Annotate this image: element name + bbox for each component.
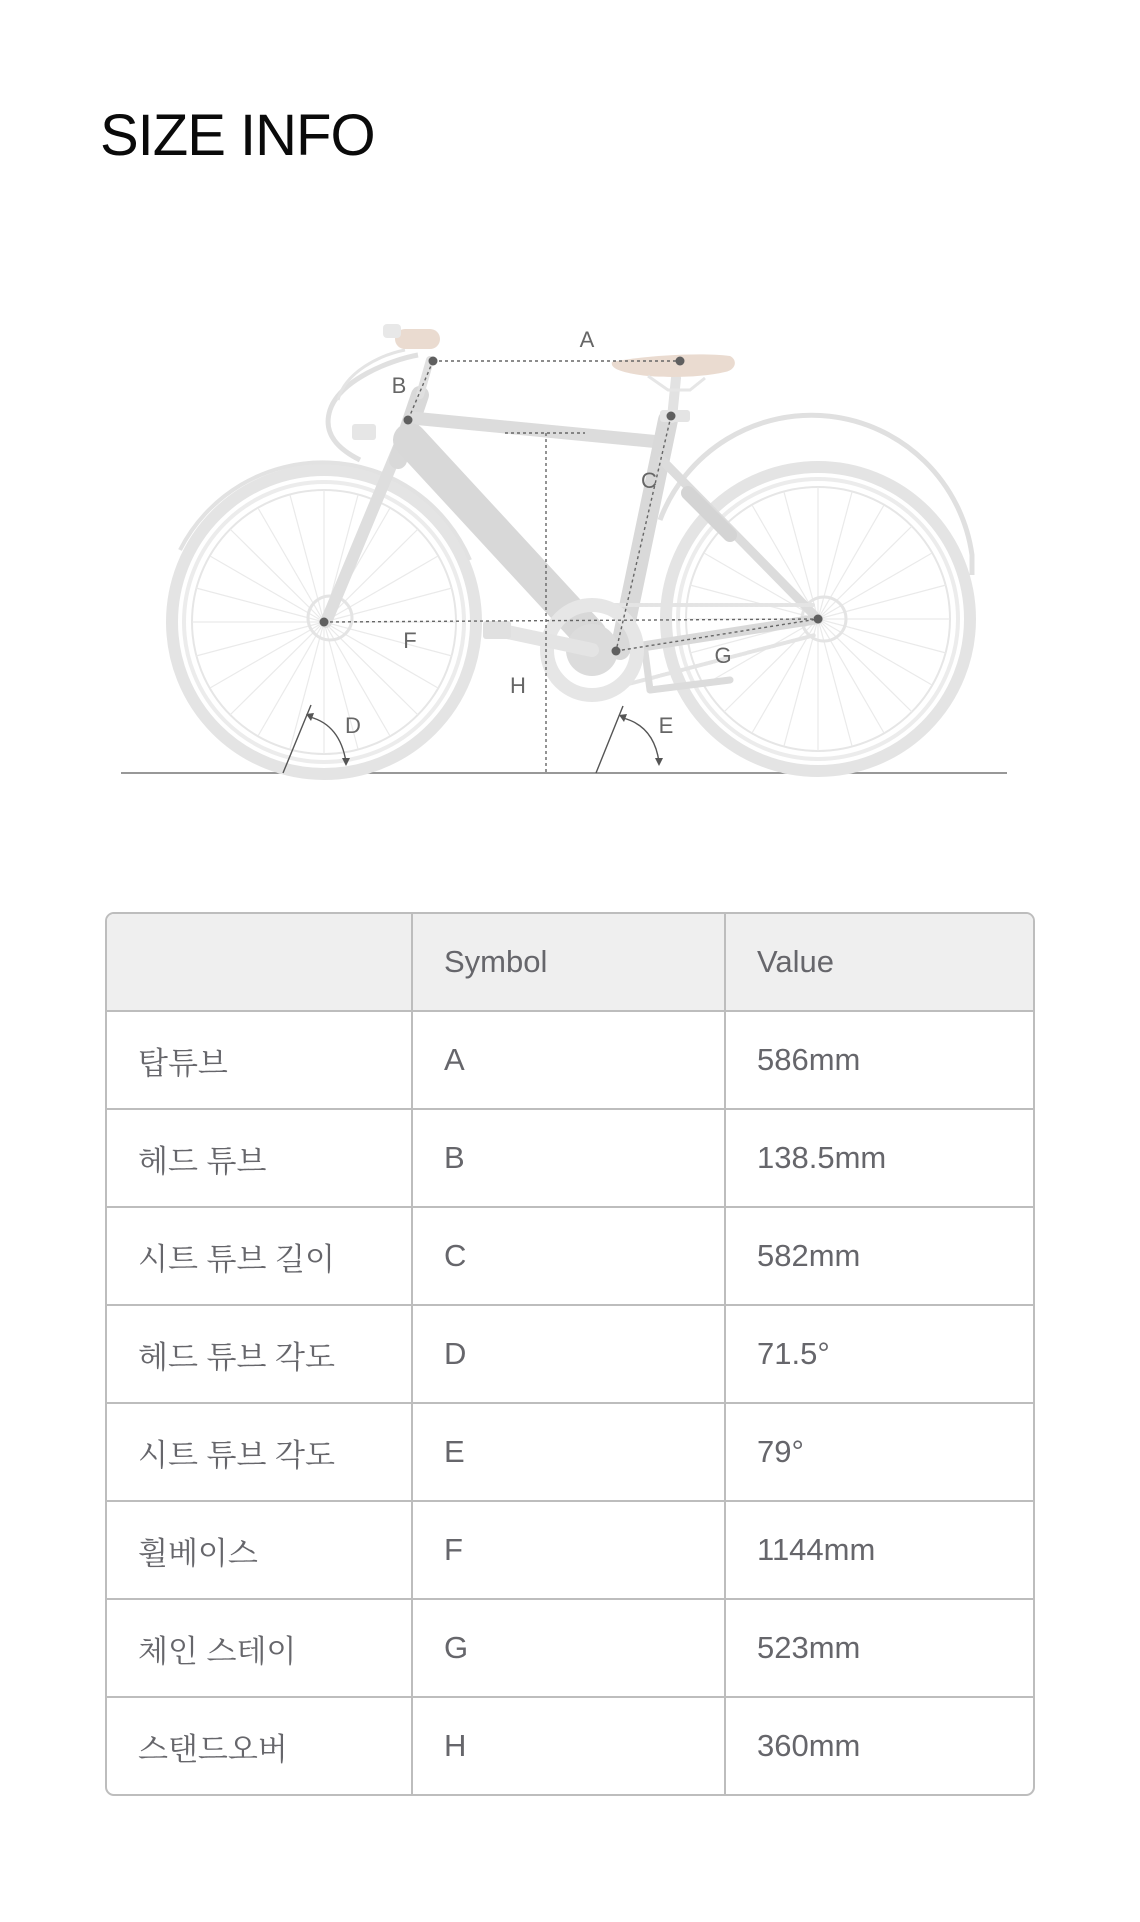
symbol-cell: B <box>413 1110 726 1208</box>
label-H: H <box>510 673 526 698</box>
label-D: D <box>345 713 361 738</box>
table-row <box>107 1502 1033 1600</box>
header-value: Value <box>726 914 1033 1012</box>
symbol-cell: F <box>413 1502 726 1600</box>
table-row <box>107 1306 1033 1404</box>
label-F: F <box>403 628 417 653</box>
value-cell: 360mm <box>757 1728 861 1763</box>
label-G: G <box>714 643 732 668</box>
measurement-lines <box>324 361 818 773</box>
page-title: SIZE INFO <box>100 103 375 168</box>
part-cell: 헤드 튜브 각도 <box>107 1306 413 1404</box>
bike-geometry-diagram <box>0 300 1140 800</box>
value-cell: 71.5° <box>726 1306 1033 1404</box>
table-row <box>107 1208 1033 1306</box>
value-cell: 1144mm <box>726 1502 1033 1600</box>
part-cell: 시트 튜브 길이 <box>107 1208 413 1306</box>
label-A: A <box>579 327 595 352</box>
header-symbol: Symbol <box>413 914 726 1012</box>
value-cell: 79° <box>726 1404 1033 1502</box>
label-C: C <box>641 468 657 493</box>
part-cell: 헤드 튜브 <box>107 1110 413 1208</box>
table-header-row <box>107 914 1033 1012</box>
symbol-cell: G <box>413 1600 726 1698</box>
table-row <box>107 1404 1033 1502</box>
table-row <box>107 1012 1033 1110</box>
table-row <box>107 1600 1033 1698</box>
label-B: B <box>391 373 407 398</box>
symbol-cell: A <box>413 1012 726 1110</box>
part-cell: 탑튜브 <box>107 1012 413 1110</box>
symbol-cell: D <box>413 1306 726 1404</box>
symbol-cell: H <box>413 1698 726 1794</box>
part-cell: 체인 스테이 <box>107 1600 413 1698</box>
part-cell: 휠베이스 <box>107 1502 413 1600</box>
symbol-cell: C <box>413 1208 726 1306</box>
value-cell: 138.5mm <box>726 1110 1033 1208</box>
value-cell: 586mm <box>726 1012 1033 1110</box>
size-spec-table <box>105 912 1035 1796</box>
table-row <box>107 1110 1033 1208</box>
label-E: E <box>658 713 674 738</box>
header-part <box>107 914 413 1012</box>
rear-wheel <box>660 415 972 771</box>
value-cell: 582mm <box>726 1208 1033 1306</box>
symbol-cell: E <box>413 1404 726 1502</box>
value-cell: 523mm <box>726 1600 1033 1698</box>
table-row <box>107 1698 1033 1794</box>
part-cell: 시트 튜브 각도 <box>107 1404 413 1502</box>
part-cell: 스탠드오버 <box>107 1698 413 1794</box>
